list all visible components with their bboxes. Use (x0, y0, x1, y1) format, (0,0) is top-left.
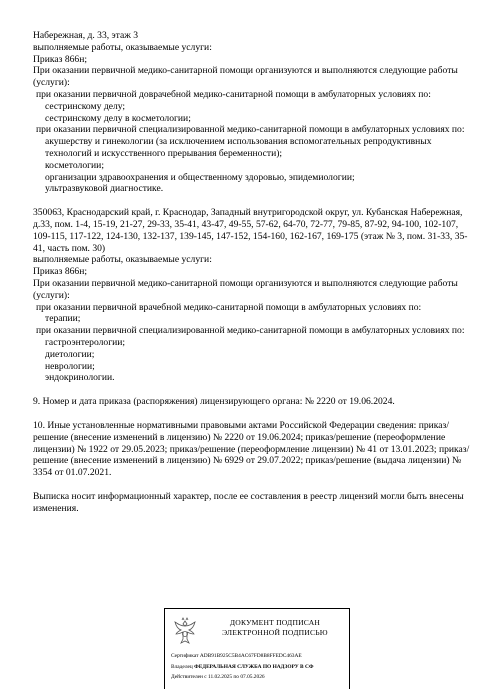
section-10: 10. Иные установленные нормативными правовыми актами Российской Федерации сведения: приказ/решение (внесение изменений в лицензию) № 2220 от 19.06.2024; приказ/решение (переоформление лицензии) № 1922 от 29.05.2023; приказ/решение (переоформление лицензии) № 41 от 13.01.2023; приказ/решение (внесение изменений в лицензию) № 6929 от 29.07.2022; приказ/решение (выдача лицензии) № 3354 от 01.07.2021. (33, 419, 470, 479)
service-item: гастроэнтерологии; (45, 336, 126, 348)
stamp-title-line1: ДОКУМЕНТ ПОДПИСАН (229, 618, 321, 627)
address-full: 350063, Краснодарский край, г. Краснодар, Западный внутригородской округ, ул. Кубанская Набережная, д.33, пом. 1-4, 15-19, 21-27, 29-33, 35-41, 43-47, 49-55, 57-62, 64-70, 72-77, 79-85, 87-92, 94-100, 102-107, 109-115, 117-122, 124-130, 132-137, 139-145, 147-152, 154-160, 162-167, 169-175 (этаж № 3, пом. 31-33, 35-41, часть пом. 30) (33, 207, 468, 254)
service-item: сестринскому делу в косметологии; (45, 112, 191, 124)
service-item: диетологии; (45, 348, 95, 360)
service-item: косметологии; (45, 159, 104, 171)
service-item: терапии; (45, 313, 81, 325)
owner-label: Владелец (171, 664, 193, 670)
service-item: эндокринологии. (45, 372, 115, 384)
double-headed-eagle-emblem-icon (172, 617, 198, 647)
predoctor-heading: при оказании первичной доврачебной медико-санитарной помощи в амбулаторных условиях по: (36, 88, 431, 100)
cert-label: Сертификат (171, 653, 199, 659)
e-signature-stamp (164, 608, 350, 689)
owner-value: ФЕДЕРАЛЬНАЯ СЛУЖБА ПО НАДЗОРУ В СФ (194, 664, 314, 670)
works-label: выполняемые работы, оказываемые услуги: (33, 254, 212, 266)
section-9: 9. Номер и дата приказа (распоряжения) лицензирующего органа: № 2220 от 19.06.2024. (33, 396, 395, 408)
works-label: выполняемые работы, оказываемые услуги: (33, 41, 212, 53)
service-item: ультразвуковой диагностике. (45, 183, 164, 195)
stamp-certificate (171, 653, 347, 660)
doctor-heading: при оказании первичной врачебной медико-санитарной помощи в амбулаторных условиях по: (36, 301, 422, 313)
service-item: сестринскому делу; (45, 100, 126, 112)
primary-intro: При оказании первичной медико-санитарной помощи организуются и выполняются следующие работы (услуги): (33, 277, 458, 301)
service-item: неврологии; (45, 360, 95, 372)
stamp-validity: Действителен с 11.02.2025 по 07.05.2026 (171, 674, 265, 680)
order-ref: Приказ 866н; (33, 53, 88, 65)
primary-intro: При оказании первичной медико-санитарной помощи организуются и выполняются следующие работы (услуги): (33, 65, 458, 89)
order-ref: Приказ 866н; (33, 266, 88, 278)
cert-value: ADB91B925C5B4AC67FD8B8FFEDC463AE (199, 653, 302, 659)
disclaimer: Выписка носит информационный характер, после ее составления в реестр лицензий могли быть внесены изменения. (33, 490, 464, 514)
document-body (33, 30, 473, 514)
specialized-heading: при оказании первичной специализированной медико-санитарной помощи в амбулаторных условиях по: (36, 124, 465, 136)
address-end: Набережная, д. 33, этаж 3 (33, 30, 139, 41)
service-item: акушерству и гинекологии (за исключением использования вспомогательных репродуктивных технологий и искусственного прерывания беременности); (45, 136, 432, 159)
stamp-owner (171, 664, 347, 671)
service-item: организации здравоохранения и общественному здоровью, эпидемиологии; (45, 171, 355, 183)
stamp-title-line2: ЭЛЕКТРОННОЙ ПОДПИСЬЮ (222, 628, 328, 637)
specialized-heading: при оказании первичной специализированной медико-санитарной помощи в амбулаторных условиях по: (36, 325, 465, 337)
